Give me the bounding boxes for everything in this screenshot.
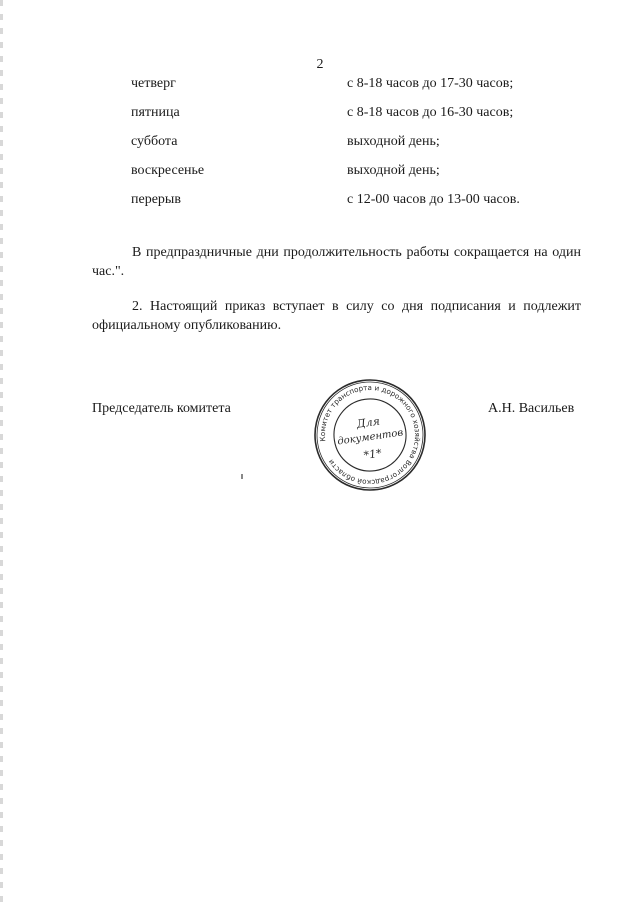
schedule-row [131,134,601,163]
schedule-hours: с 8-18 часов до 16-30 часов; [347,105,514,120]
schedule-day: пятница [131,105,180,120]
official-seal [313,378,427,492]
schedule-hours: выходной день; [347,134,440,149]
signatory-name: А.Н. Васильев [488,401,575,416]
seal-center-line-1: Для [355,414,381,431]
schedule-day: четверг [131,76,176,91]
scan-edge [0,0,3,904]
seal-center-line-3: *1* [362,446,383,462]
holiday-paragraph: В предпраздничные дни продолжительность работы сокращается на один час.". [92,245,581,279]
schedule-row [131,105,601,134]
seal-ring-text: Комитет транспорта и дорожного хозяйства Волгоградской области [317,382,423,488]
schedule-hours: с 12-00 часов до 13-00 часов. [347,192,520,207]
page-number: 2 [316,57,324,72]
effective-date-paragraph: 2. Настоящий приказ вступает в силу со дня подписания и подлежит официальному опубликованию. [92,299,581,333]
signatory-title: Председатель комитета [92,401,231,416]
schedule-row [131,192,601,221]
seal-center-line-2: документов [336,427,404,448]
schedule-hours: с 8-18 часов до 17-30 часов; [347,76,514,91]
schedule-row [131,76,601,105]
schedule-day: суббота [131,134,178,149]
schedule-day: перерыв [131,192,181,207]
schedule-row [131,163,601,192]
schedule-table [131,76,601,221]
schedule-day: воскресенье [131,163,205,178]
scan-speck [241,474,243,479]
schedule-hours: выходной день; [347,163,440,178]
